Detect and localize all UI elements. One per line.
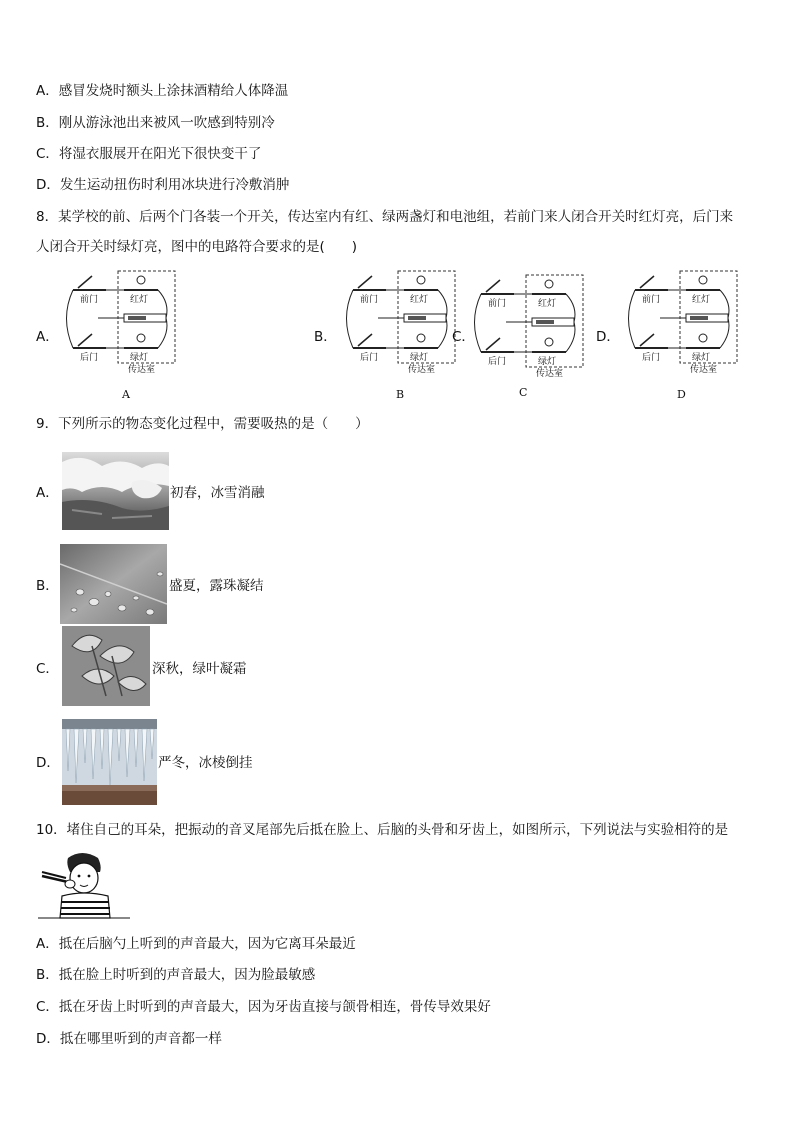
front-switch-lever <box>486 280 500 292</box>
wire-left <box>475 294 482 352</box>
front-switch-lever <box>78 276 92 288</box>
red-bulb <box>417 276 425 284</box>
q9-option-d-text: 严冬，冰棱倒挂 <box>158 755 253 771</box>
q7-option-d: D．发生运动扭伤时利用冰块进行冷敷消肿 <box>36 177 290 193</box>
battery-cell <box>690 316 708 320</box>
back-switch-lever <box>486 338 500 350</box>
q9-stem: 9．下列所示的物态变化过程中，需要吸热的是（ ） <box>36 416 369 432</box>
tuning-fork-boy-illustration <box>38 850 130 922</box>
front-switch-lever <box>358 276 372 288</box>
label-green-light: 绿灯 <box>538 357 557 367</box>
green-bulb <box>417 334 425 342</box>
q10-option-d: D．抵在哪里听到的声音都一样 <box>36 1031 222 1047</box>
green-bulb <box>699 334 707 342</box>
green-bulb <box>545 338 553 346</box>
q7-option-c: C．将湿衣服展开在阳光下很快变干了 <box>36 146 262 162</box>
q8-caption-a: A <box>122 388 130 401</box>
q9-option-b-letter: B． <box>36 578 59 594</box>
circuit-diagram <box>58 268 178 378</box>
label-red-light: 红灯 <box>538 299 557 309</box>
wire-left <box>67 290 74 348</box>
label-front-door: 前门 <box>488 299 507 309</box>
back-switch-lever <box>640 334 654 346</box>
red-bulb <box>699 276 707 284</box>
q10-option-c: C．抵在牙齿上时听到的声音最大，因为牙齿直接与颌骨相连，骨传导效果好 <box>36 999 491 1015</box>
circuit-diagram <box>338 268 458 378</box>
q10-option-b: B．抵在脸上时听到的声音最大，因为脸最敏感 <box>36 967 316 983</box>
q8-circuit-a[interactable] <box>58 268 178 378</box>
green-bulb <box>137 334 145 342</box>
q9-option-a-letter: A． <box>36 485 59 501</box>
q8-option-c-letter: C． <box>452 329 475 345</box>
battery-cell <box>536 320 554 324</box>
q7-option-a: A．感冒发烧时额头上涂抹酒精给人体降温 <box>36 83 289 99</box>
wire-left <box>629 290 636 348</box>
back-switch-lever <box>78 334 92 346</box>
label-back-door: 后门 <box>80 353 99 363</box>
snow-melting-photo <box>62 452 169 530</box>
battery-cell <box>408 316 426 320</box>
battery-cell <box>128 316 146 320</box>
q9-option-b-text: 盛夏，露珠凝结 <box>169 578 264 594</box>
label-front-door: 前门 <box>80 295 99 305</box>
label-back-door: 后门 <box>360 353 379 363</box>
q10-stem: 10．堵住自己的耳朵，把振动的音叉尾部先后抵在脸上、后脑的头骨和牙齿上，如图所示，下列说法与实验相符的是 <box>36 822 729 838</box>
q9-option-c-letter: C． <box>36 661 59 677</box>
red-bulb <box>137 276 145 284</box>
q8-option-a-letter: A． <box>36 329 59 345</box>
label-red-light: 红灯 <box>692 295 711 305</box>
label-front-door: 前门 <box>642 295 661 305</box>
label-room: 传达室 <box>536 369 564 379</box>
label-room: 传达室 <box>690 365 718 375</box>
red-bulb <box>545 280 553 288</box>
label-back-door: 后门 <box>488 357 507 367</box>
q8-option-b-letter: B． <box>314 329 337 345</box>
circuit-diagram <box>466 272 586 382</box>
q7-option-b: B．刚从游泳池出来被风一吹感到特别冷 <box>36 115 275 131</box>
wire-left <box>347 290 354 348</box>
q9-option-d-letter: D． <box>36 755 60 771</box>
q8-stem-line2: 人闭合开关时绿灯亮，图中的电路符合要求的是( ) <box>36 239 358 255</box>
label-green-light: 绿灯 <box>692 353 711 363</box>
q8-caption-b: B <box>396 388 405 401</box>
circuit-diagram <box>620 268 740 378</box>
q8-caption-c: C <box>519 386 528 399</box>
label-green-light: 绿灯 <box>410 353 429 363</box>
q9-option-a-text: 初春，冰雪消融 <box>170 485 265 501</box>
q8-circuit-d[interactable] <box>620 268 740 378</box>
label-red-light: 红灯 <box>130 295 149 305</box>
label-front-door: 前门 <box>360 295 379 305</box>
back-switch-lever <box>358 334 372 346</box>
front-switch-lever <box>640 276 654 288</box>
label-green-light: 绿灯 <box>130 353 149 363</box>
q9-option-c-text: 深秋，绿叶凝霜 <box>152 661 247 677</box>
dew-photo <box>60 544 167 624</box>
q8-caption-d: D <box>677 388 686 401</box>
q8-option-d-letter: D． <box>596 329 620 345</box>
label-red-light: 红灯 <box>410 295 429 305</box>
q8-circuit-c[interactable] <box>466 272 586 382</box>
q8-circuit-b[interactable] <box>338 268 458 378</box>
label-room: 传达室 <box>128 365 156 375</box>
q8-stem-line1: 8．某学校的前、后两个门各装一个开关，传达室内有红、绿两盏灯和电池组，若前门来人闭合开关时红灯亮，后门来 <box>36 209 734 225</box>
icicles-photo <box>62 719 157 805</box>
label-back-door: 后门 <box>642 353 661 363</box>
label-room: 传达室 <box>408 365 436 375</box>
frost-leaf-photo <box>62 626 150 706</box>
q10-option-a: A．抵在后脑勺上听到的声音最大，因为它离耳朵最近 <box>36 936 356 952</box>
